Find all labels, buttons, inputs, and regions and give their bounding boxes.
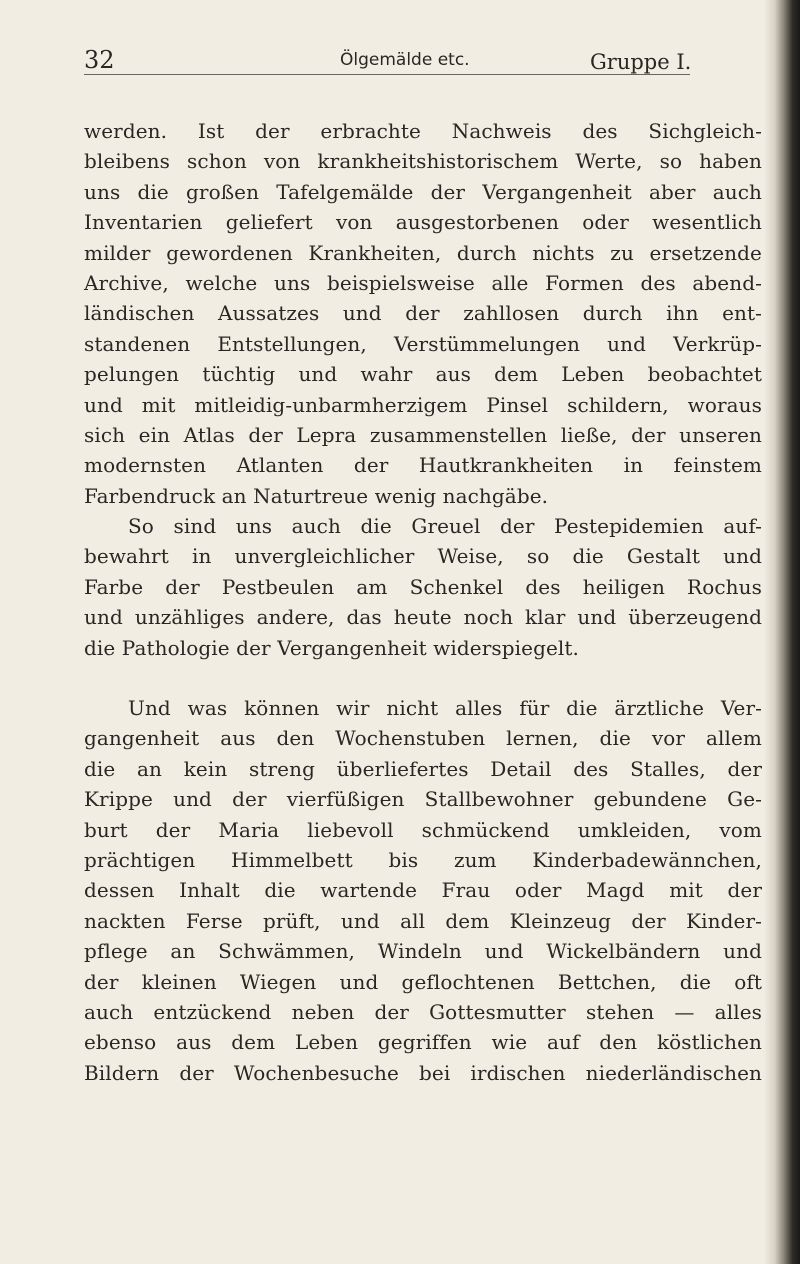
page-binding-edge bbox=[764, 0, 800, 1264]
text-line: Bildern der Wochenbesuche bei irdischen niederländischen bbox=[84, 1060, 762, 1085]
text-line: Krippe und der vierfüßigen Stallbewohner gebundene Ge- bbox=[84, 787, 762, 812]
text-line: dessen Inhalt die wartende Frau oder Magd mit der bbox=[84, 878, 762, 903]
text-line: pflege an Schwämmen, Windeln und Wickelbändern und bbox=[84, 939, 762, 964]
body-text bbox=[84, 116, 762, 1088]
text-line: Und was können wir nicht alles für die ärztliche Ver- bbox=[128, 696, 762, 721]
text-line: und unzähliges andere, das heute noch klar und überzeugend bbox=[84, 605, 762, 630]
text-line: und mit mitleidig-unbarmherzigem Pinsel schildern, woraus bbox=[84, 392, 762, 417]
paragraph bbox=[84, 693, 762, 1088]
page-header bbox=[84, 46, 764, 76]
text-line: bleibens schon von krankheitshistorischem Werte, so haben bbox=[84, 149, 762, 174]
header-rule bbox=[84, 74, 690, 75]
text-line: ebenso aus dem Leben gegriffen wie auf den köstlichen bbox=[84, 1030, 762, 1055]
text-line: die an kein streng überliefertes Detail des Stalles, der bbox=[84, 756, 762, 781]
text-line: standenen Entstellungen, Verstümmelungen und Verkrüp- bbox=[84, 331, 762, 356]
text-line: milder gewordenen Krankheiten, durch nichts zu ersetzende bbox=[84, 240, 762, 265]
text-line: Inventarien geliefert von ausgestorbenen oder wesentlich bbox=[84, 210, 762, 235]
text-line: sich ein Atlas der Lepra zusammenstellen ließe, der unseren bbox=[84, 422, 762, 447]
page-number: 32 bbox=[84, 46, 115, 74]
paragraph bbox=[84, 511, 762, 663]
text-line: prächtigen Himmelbett bis zum Kinderbadewännchen, bbox=[84, 847, 762, 872]
text-line: nackten Ferse prüft, und all dem Kleinzeug der Kinder- bbox=[84, 908, 762, 933]
text-line: die Pathologie der Vergangenheit widerspiegelt. bbox=[84, 635, 580, 660]
running-head: Ölgemälde etc. bbox=[340, 50, 470, 70]
text-line: pelungen tüchtig und wahr aus dem Leben beobachtet bbox=[84, 362, 762, 387]
text-line: auch entzückend neben der Gottesmutter stehen — alles bbox=[84, 999, 762, 1024]
text-line: Farbendruck an Naturtreue wenig nachgäbe. bbox=[84, 483, 549, 508]
group-label: Gruppe I. bbox=[590, 50, 692, 74]
text-line: Archive, welche uns beispielsweise alle Formen des abend- bbox=[84, 270, 762, 295]
paragraph-gap bbox=[84, 663, 762, 693]
text-line: gangenheit aus den Wochenstuben lernen, die vor allem bbox=[84, 726, 762, 751]
text-line: Farbe der Pestbeulen am Schenkel des heiligen Rochus bbox=[84, 574, 762, 599]
text-line: der kleinen Wiegen und geflochtenen Bettchen, die oft bbox=[84, 969, 762, 994]
text-line: werden. Ist der erbrachte Nachweis des Sichgleich- bbox=[84, 119, 762, 143]
text-line: bewahrt in unvergleichlicher Weise, so die Gestalt und bbox=[84, 544, 762, 569]
text-line: modernsten Atlanten der Hautkrankheiten in feinstem bbox=[84, 453, 762, 478]
paragraph bbox=[84, 116, 762, 511]
text-line: uns die großen Tafelgemälde der Vergangenheit aber auch bbox=[84, 179, 762, 204]
text-line: burt der Maria liebevoll schmückend umkleiden, vom bbox=[84, 817, 762, 842]
text-line: ländischen Aussatzes und der zahllosen durch ihn ent- bbox=[84, 301, 762, 326]
text-line: So sind uns auch die Greuel der Pestepidemien auf- bbox=[128, 514, 762, 539]
